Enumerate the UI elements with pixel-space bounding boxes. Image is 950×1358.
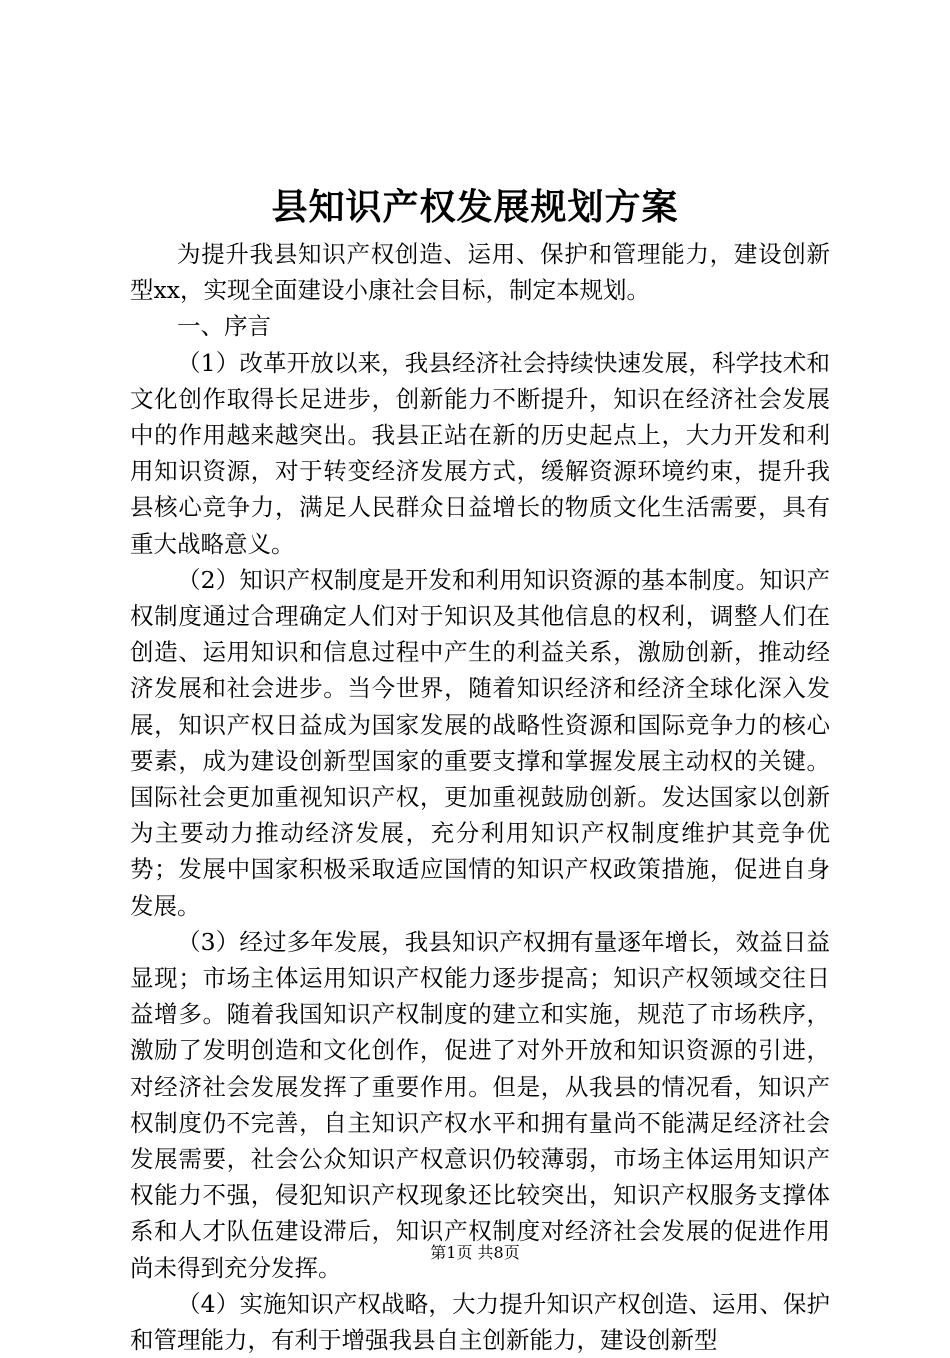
paragraph-3: （3）经过多年发展，我县知识产权拥有量逐年增长，效益日益显现；市场主体运用知识产权能力逐步提高；知识产权领域交往日益增多。随着我国知识产权制度的建立和实施，规范了市场秩序，激励了发明创造和文化创作，促进了对外开放和知识资源的引进，对经济社会发展发挥了重要作用。但是，从我县的情况看，知识产权制度仍不完善，自主知识产权水平和拥有量尚不能满足经济社会发展需要，社会公众知识产权意识仍较薄弱，市场主体运用知识产权能力不强，侵犯知识产权现象还比较突出，知识产权服务支撑体系和人才队伍建设滞后，知识产权制度对经济社会发展的促进作用尚未得到充分发挥。 <box>130 927 830 1282</box>
paragraph-4: （4）实施知识产权战略，大力提升知识产权创造、运用、保护和管理能力，有利于增强我县自主创新能力，建设创新型 <box>130 1289 830 1355</box>
paragraph-2: （2）知识产权制度是开发和利用知识资源的基本制度。知识产权制度通过合理确定人们对于知识及其他信息的权利，调整人们在创造、运用知识和信息过程中产生的利益关系，激励创新，推动经济发展和社会进步。当今世界，随着知识经济和经济全球化深入发展，知识产权日益成为国家发展的战略性资源和国际竞争力的核心要素，成为建设创新型国家的重要支撑和掌握发展主动权的关键。国际社会更加重视知识产权，更加重视鼓励创新。发达国家以创新为主要动力推动经济发展，充分利用知识产权制度维护其竞争优势；发展中国家积极采取适应国情的知识产权政策措施，促进自身发展。 <box>130 565 830 920</box>
paragraph-1: （1）改革开放以来，我县经济社会持续快速发展，科学技术和文化创作取得长足进步，创新能力不断提升，知识在经济社会发展中的作用越来越突出。我县正站在新的历史起点上，大力开发和利用知识资源，对于转变经济发展方式，缓解资源环境约束，提升我县核心竞争力，满足人民群众日益增长的物质文化生活需要，具有重大战略意义。 <box>130 348 830 558</box>
document-body <box>130 236 830 1358</box>
paragraph-intro: 为提升我县知识产权创造、运用、保护和管理能力，建设创新型xx，实现全面建设小康社会目标，制定本规划。 <box>130 240 830 305</box>
section-heading-preface: 一、序言 <box>177 312 271 341</box>
document-title: 县知识产权发展规划方案 <box>271 186 679 228</box>
page-number-footer: 第1页 共8页 <box>430 1243 520 1262</box>
